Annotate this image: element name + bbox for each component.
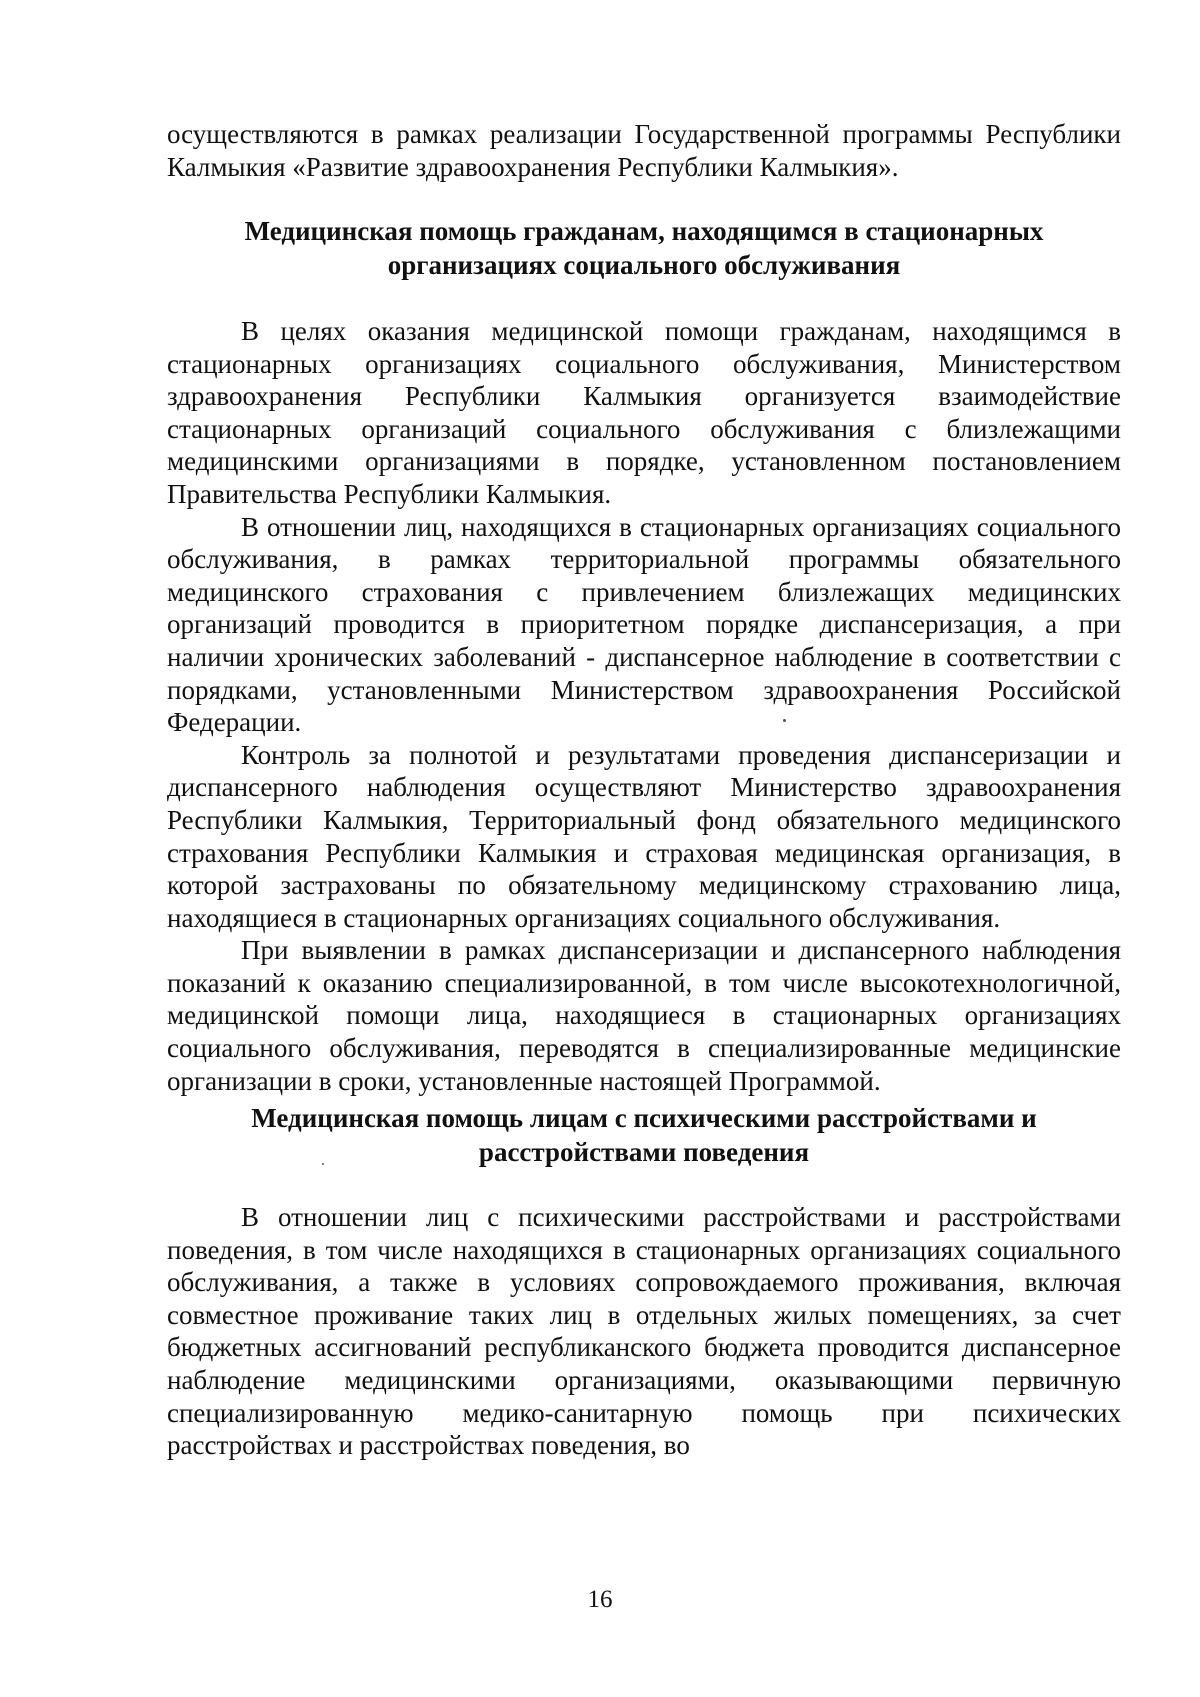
section-heading-social-care: Медицинская помощь гражданам, находящимся в стационарных организациях социального обслуживания xyxy=(244,216,1044,280)
paragraph-control: Контроль за полнотой и результатами проведения диспансеризации и диспансерного наблюдения осуществляют Министерство здравоохранения Республики Калмыкия, Территориальный фонд обязательного медицинского страхования Республики Калмыкия и страховая медицинская организация, в которой застрахованы по обязательному медицинскому страхованию лица, находящиеся в стационарных организациях социального обслуживания. xyxy=(167,739,1121,933)
paragraph-interaction: В целях оказания медицинской помощи гражданам, находящимся в стационарных организациях социального обслуживания, Министерством здравоохранения Республики Калмыкия организуется взаимодействие стационарных организаций социального обслуживания с близлежащими медицинскими организациями в порядке, установленном постановлением Правительства Республики Калмыкия. xyxy=(167,316,1121,509)
page-number: 16 xyxy=(587,1586,613,1613)
intro-block xyxy=(167,118,1121,183)
paragraph-mental-disorders: В отношении лиц с психическими расстройствами и расстройствами поведения, в том числе находящихся в стационарных организациях социального обслуживания, а также в условиях сопровождаемого проживания, включая совместное проживание таких лиц в отдельных жилых помещениях, за счет бюджетных ассигнований республиканского бюджета проводится диспансерное наблюдение медицинскими организациями, оказывающими первичную специализированную медико-санитарную помощь при психических расстройствах и расстройствах поведения, во xyxy=(167,1202,1121,1461)
scan-speck xyxy=(322,1163,324,1165)
intro-paragraph: осуществляются в рамках реализации Государственной программы Республики Калмыкия «Развитие здравоохранения Республики Калмыкия». xyxy=(167,119,1121,182)
section-heading-mental-disorders: Медицинская помощь лицам с психическими расстройствами и расстройствами поведения xyxy=(251,1103,1037,1167)
paragraph-specialized-care: При выявлении в рамках диспансеризации и диспансерного наблюдения показаний к оказанию специализированной, в том числе высокотехнологичной, медицинской помощи лица, находящиеся в стационарных организациях социального обслуживания, переводятся в специализированные медицинские организации в сроки, установленные настоящей Программой. xyxy=(167,935,1121,1096)
section-body-mental-disorders xyxy=(167,1201,1121,1462)
scan-speck xyxy=(783,719,786,722)
section-body-social-care xyxy=(167,315,1121,1097)
paragraph-dispensary-exam: В отношении лиц, находящихся в стационарных организациях социального обслуживания, в рамках территориальной программы обязательного медицинского страхования с привлечением близлежащих медицинских организаций проводится в приоритетном порядке диспансеризация, а при наличии хронических заболеваний - диспансерное наблюдение в соответствии с порядками, установленными Министерством здравоохранения Российской Федерации. xyxy=(167,511,1121,738)
